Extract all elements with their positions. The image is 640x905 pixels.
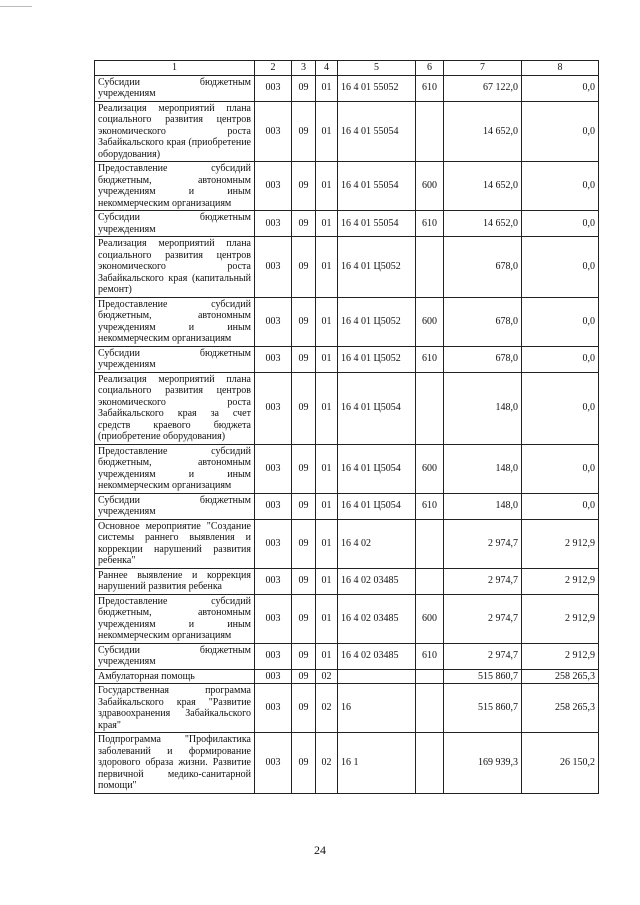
expense-type-cell: 600 [416, 444, 444, 493]
table-row [95, 733, 599, 794]
expense-type-cell: 600 [416, 594, 444, 643]
subsection-code-cell: 09 [292, 237, 316, 298]
subsection-code-cell: 09 [292, 211, 316, 237]
subsection2-code-cell: 01 [316, 372, 338, 444]
subsection-code-cell: 09 [292, 568, 316, 594]
table-row [95, 101, 599, 162]
amount-alt-cell: 0,0 [522, 101, 599, 162]
target-code-cell [338, 669, 416, 684]
subsection-code-cell: 09 [292, 493, 316, 519]
section-code-cell: 003 [255, 519, 292, 568]
subsection2-code-cell: 01 [316, 75, 338, 101]
expense-type-cell: 600 [416, 297, 444, 346]
subsection-code-cell: 09 [292, 519, 316, 568]
section-code-cell: 003 [255, 493, 292, 519]
table-row [95, 684, 599, 733]
expense-type-cell: 600 [416, 162, 444, 211]
section-code-cell: 003 [255, 594, 292, 643]
subsection-code-cell: 09 [292, 594, 316, 643]
table-row [95, 519, 599, 568]
subsection-code-cell: 09 [292, 297, 316, 346]
section-code-cell: 003 [255, 684, 292, 733]
table-row [95, 346, 599, 372]
row-name-cell: Раннее выявление и коррекция нарушений развития ребенка [95, 568, 255, 594]
row-name-cell: Субсидии бюджетным учреждениям [95, 493, 255, 519]
header-row [95, 61, 599, 76]
subsection-code-cell: 09 [292, 733, 316, 794]
table-row [95, 75, 599, 101]
amount-cell: 2 974,7 [444, 643, 522, 669]
target-code-cell: 16 4 01 55054 [338, 101, 416, 162]
table-row [95, 444, 599, 493]
amount-cell: 14 652,0 [444, 101, 522, 162]
expense-type-cell [416, 237, 444, 298]
amount-cell: 2 974,7 [444, 519, 522, 568]
amount-cell: 14 652,0 [444, 162, 522, 211]
subsection2-code-cell: 01 [316, 101, 338, 162]
expense-type-cell [416, 733, 444, 794]
amount-alt-cell: 2 912,9 [522, 519, 599, 568]
subsection-code-cell: 09 [292, 75, 316, 101]
amount-cell: 14 652,0 [444, 211, 522, 237]
column-header-3: 3 [292, 61, 316, 76]
amount-cell: 515 860,7 [444, 669, 522, 684]
target-code-cell: 16 4 01 55054 [338, 211, 416, 237]
row-name-cell: Предоставление субсидий бюджетным, автономным учреждениям и иным некоммерческим организациям [95, 594, 255, 643]
section-code-cell: 003 [255, 75, 292, 101]
column-header-5: 5 [338, 61, 416, 76]
expense-type-cell: 610 [416, 75, 444, 101]
row-name-cell: Государственная программа Забайкальского края "Развитие здравоохранения Забайкальского края" [95, 684, 255, 733]
table-row [95, 669, 599, 684]
row-name-cell: Подпрограмма "Профилактика заболеваний и формирование здорового образа жизни. Развитие первичной медико-санитарной помощи" [95, 733, 255, 794]
subsection-code-cell: 09 [292, 684, 316, 733]
subsection2-code-cell: 01 [316, 444, 338, 493]
amount-alt-cell: 0,0 [522, 444, 599, 493]
amount-alt-cell: 0,0 [522, 346, 599, 372]
amount-cell: 2 974,7 [444, 568, 522, 594]
target-code-cell: 16 4 01 Ц5052 [338, 237, 416, 298]
subsection2-code-cell: 02 [316, 733, 338, 794]
row-name-cell: Предоставление субсидий бюджетным, автономным учреждениям и иным некоммерческим организациям [95, 444, 255, 493]
subsection2-code-cell: 01 [316, 297, 338, 346]
expense-type-cell: 610 [416, 493, 444, 519]
expense-type-cell [416, 101, 444, 162]
column-header-8: 8 [522, 61, 599, 76]
subsection2-code-cell: 01 [316, 519, 338, 568]
amount-cell: 2 974,7 [444, 594, 522, 643]
row-name-cell: Реализация мероприятий плана социального развития центров экономического роста Забайкальского края (капитальный ремонт) [95, 237, 255, 298]
table-row [95, 372, 599, 444]
amount-alt-cell: 0,0 [522, 297, 599, 346]
subsection2-code-cell: 01 [316, 237, 338, 298]
column-header-1: 1 [95, 61, 255, 76]
subsection2-code-cell: 02 [316, 669, 338, 684]
row-name-cell: Амбулаторная помощь [95, 669, 255, 684]
amount-alt-cell: 26 150,2 [522, 733, 599, 794]
row-name-cell: Субсидии бюджетным учреждениям [95, 211, 255, 237]
row-name-cell: Предоставление субсидий бюджетным, автономным учреждениям и иным некоммерческим организациям [95, 162, 255, 211]
target-code-cell: 16 1 [338, 733, 416, 794]
amount-alt-cell: 2 912,9 [522, 643, 599, 669]
section-code-cell: 003 [255, 101, 292, 162]
scan-mark [0, 6, 32, 7]
subsection2-code-cell: 01 [316, 643, 338, 669]
section-code-cell: 003 [255, 346, 292, 372]
subsection-code-cell: 09 [292, 346, 316, 372]
amount-cell: 678,0 [444, 346, 522, 372]
table-body [95, 75, 599, 793]
subsection2-code-cell: 01 [316, 568, 338, 594]
amount-cell: 148,0 [444, 444, 522, 493]
subsection-code-cell: 09 [292, 643, 316, 669]
amount-alt-cell: 0,0 [522, 372, 599, 444]
column-header-4: 4 [316, 61, 338, 76]
table-row [95, 297, 599, 346]
row-name-cell: Субсидии бюджетным учреждениям [95, 75, 255, 101]
column-header-6: 6 [416, 61, 444, 76]
amount-alt-cell: 2 912,9 [522, 568, 599, 594]
expense-type-cell [416, 519, 444, 568]
amount-cell: 67 122,0 [444, 75, 522, 101]
table-row [95, 594, 599, 643]
expense-type-cell [416, 669, 444, 684]
expense-type-cell: 610 [416, 643, 444, 669]
section-code-cell: 003 [255, 568, 292, 594]
budget-table [94, 60, 599, 794]
expense-type-cell [416, 568, 444, 594]
target-code-cell: 16 4 01 Ц5054 [338, 372, 416, 444]
amount-alt-cell: 258 265,3 [522, 669, 599, 684]
section-code-cell: 003 [255, 211, 292, 237]
subsection-code-cell: 09 [292, 101, 316, 162]
row-name-cell: Субсидии бюджетным учреждениям [95, 346, 255, 372]
table-row [95, 643, 599, 669]
table-row [95, 211, 599, 237]
column-header-2: 2 [255, 61, 292, 76]
section-code-cell: 003 [255, 643, 292, 669]
amount-alt-cell: 0,0 [522, 237, 599, 298]
row-name-cell: Реализация мероприятий плана социального развития центров экономического роста Забайкальского края (приобретение оборудования) [95, 101, 255, 162]
subsection-code-cell: 09 [292, 669, 316, 684]
amount-alt-cell: 2 912,9 [522, 594, 599, 643]
amount-alt-cell: 258 265,3 [522, 684, 599, 733]
subsection2-code-cell: 02 [316, 684, 338, 733]
subsection2-code-cell: 01 [316, 211, 338, 237]
amount-cell: 169 939,3 [444, 733, 522, 794]
expense-type-cell: 610 [416, 346, 444, 372]
row-name-cell: Основное мероприятие "Создание системы раннего выявления и коррекции нарушений развития ребенка" [95, 519, 255, 568]
target-code-cell: 16 4 01 Ц5054 [338, 444, 416, 493]
page-number: 24 [314, 843, 326, 857]
subsection-code-cell: 09 [292, 162, 316, 211]
target-code-cell: 16 4 01 Ц5054 [338, 493, 416, 519]
target-code-cell: 16 4 02 03485 [338, 643, 416, 669]
row-name-cell: Реализация мероприятий плана социального развития центров экономического роста Забайкальского края за счет средств краевого бюджета (приобретение оборудования) [95, 372, 255, 444]
subsection2-code-cell: 01 [316, 594, 338, 643]
target-code-cell: 16 4 02 03485 [338, 568, 416, 594]
subsection2-code-cell: 01 [316, 346, 338, 372]
subsection-code-cell: 09 [292, 444, 316, 493]
subsection2-code-cell: 01 [316, 162, 338, 211]
table-row [95, 568, 599, 594]
amount-alt-cell: 0,0 [522, 75, 599, 101]
subsection-code-cell: 09 [292, 372, 316, 444]
row-name-cell: Предоставление субсидий бюджетным, автономным учреждениям и иным некоммерческим организациям [95, 297, 255, 346]
row-name-cell: Субсидии бюджетным учреждениям [95, 643, 255, 669]
amount-alt-cell: 0,0 [522, 162, 599, 211]
amount-cell: 515 860,7 [444, 684, 522, 733]
target-code-cell: 16 4 02 [338, 519, 416, 568]
target-code-cell: 16 4 01 Ц5052 [338, 297, 416, 346]
section-code-cell: 003 [255, 444, 292, 493]
amount-alt-cell: 0,0 [522, 493, 599, 519]
amount-cell: 678,0 [444, 237, 522, 298]
amount-alt-cell: 0,0 [522, 211, 599, 237]
subsection2-code-cell: 01 [316, 493, 338, 519]
target-code-cell: 16 4 02 03485 [338, 594, 416, 643]
column-header-7: 7 [444, 61, 522, 76]
amount-cell: 678,0 [444, 297, 522, 346]
section-code-cell: 003 [255, 372, 292, 444]
section-code-cell: 003 [255, 237, 292, 298]
table-row [95, 493, 599, 519]
target-code-cell: 16 4 01 55052 [338, 75, 416, 101]
amount-cell: 148,0 [444, 493, 522, 519]
target-code-cell: 16 4 01 55054 [338, 162, 416, 211]
expense-type-cell: 610 [416, 211, 444, 237]
expense-type-cell [416, 372, 444, 444]
table-row [95, 237, 599, 298]
target-code-cell: 16 4 01 Ц5052 [338, 346, 416, 372]
section-code-cell: 003 [255, 297, 292, 346]
section-code-cell: 003 [255, 669, 292, 684]
section-code-cell: 003 [255, 162, 292, 211]
expense-type-cell [416, 684, 444, 733]
table-row [95, 162, 599, 211]
amount-cell: 148,0 [444, 372, 522, 444]
section-code-cell: 003 [255, 733, 292, 794]
target-code-cell: 16 [338, 684, 416, 733]
